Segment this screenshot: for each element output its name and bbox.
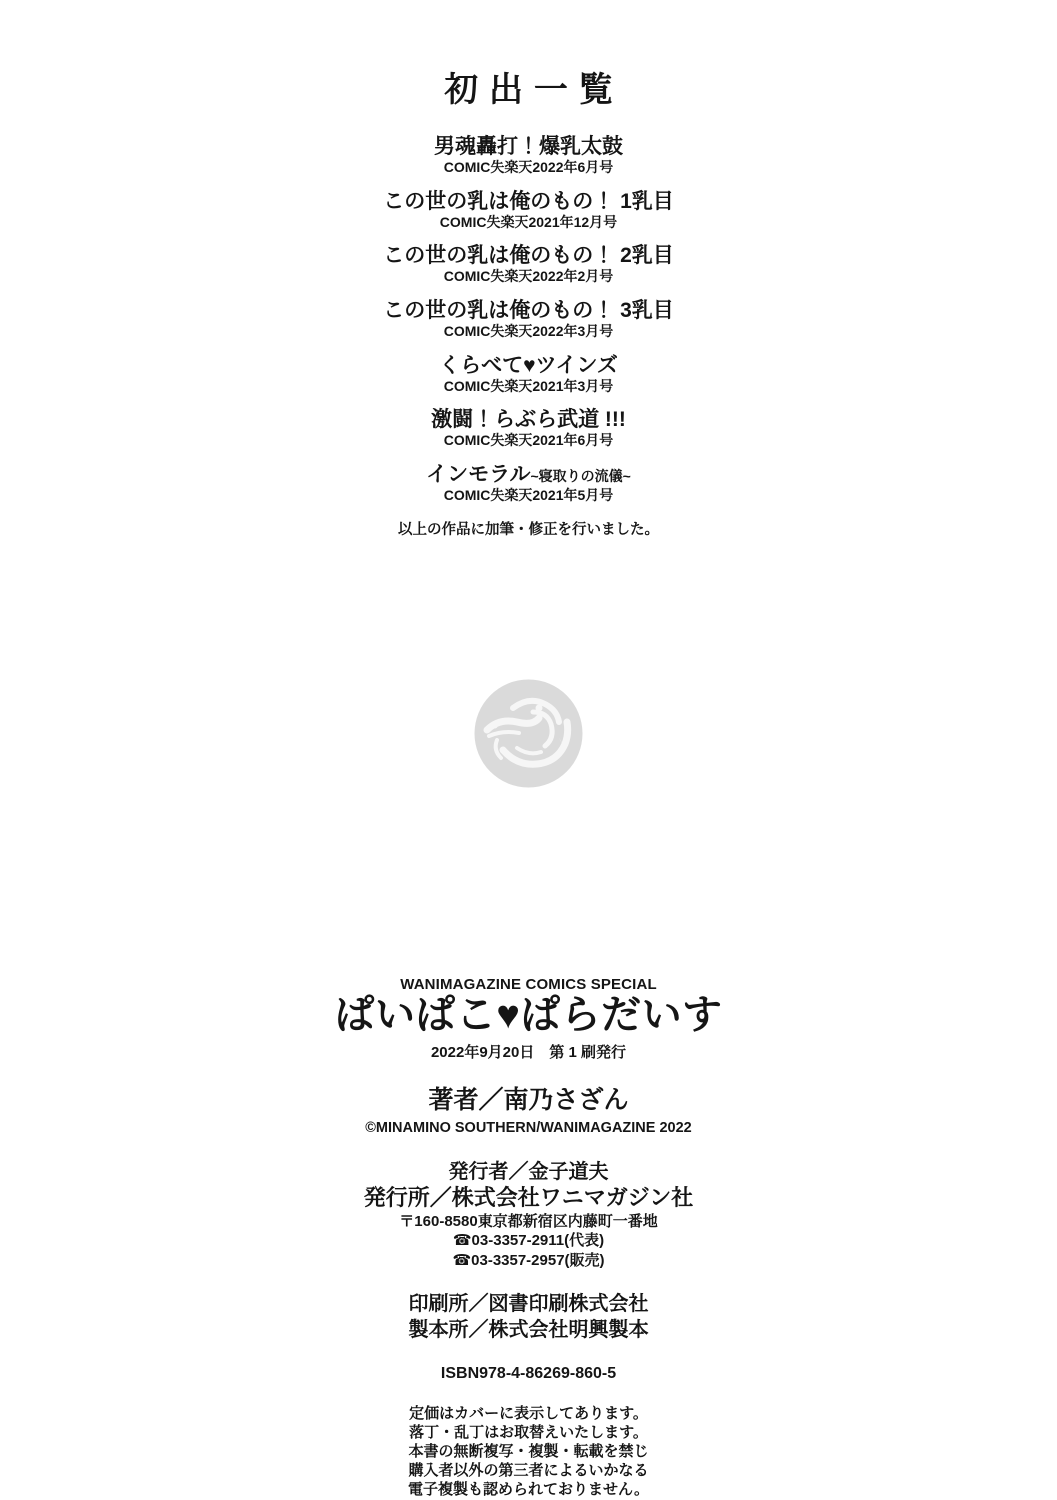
author-credit: 著者／南乃さざん bbox=[428, 1086, 629, 1114]
magazine-issue: COMIC失楽天2021年3月号 bbox=[443, 377, 614, 394]
magazine-issue: COMIC失楽天2022年6月号 bbox=[443, 159, 614, 176]
magazine-issue: COMIC失楽天2022年2月号 bbox=[443, 268, 614, 285]
magazine-issue: COMIC失楽天2022年3月号 bbox=[443, 323, 614, 340]
work-title: くらべて♥ツインズ bbox=[439, 353, 618, 377]
notice-line: 購入者以外の第三者によるいかなる bbox=[408, 1462, 649, 1480]
wanimagazine-crocodile-logo-icon bbox=[473, 678, 584, 789]
publication-entry bbox=[0, 299, 1057, 341]
publication-entry bbox=[0, 135, 1057, 177]
work-title: この世の乳は俺のもの！ 3乳目 bbox=[383, 298, 674, 322]
magazine-issue: COMIC失楽天2021年6月号 bbox=[443, 432, 614, 449]
work-title: この世の乳は俺のもの！ 1乳目 bbox=[383, 189, 674, 213]
publisher-address: 〒160-8580東京都新宿区内藤町一番地 bbox=[399, 1212, 658, 1230]
notice-line: 電子複製も認められておりません。 bbox=[408, 1481, 649, 1499]
work-title-suffix: ~寝取りの流儀~ bbox=[530, 467, 631, 484]
imprint-label: WANIMAGAZINE COMICS SPECIAL bbox=[400, 976, 657, 993]
work-title: インモラル~寝取りの流儀~ bbox=[426, 462, 631, 486]
notice-line: 落丁・乱丁はお取替えいたします。 bbox=[409, 1424, 648, 1442]
notice-line: 本書の無断複写・複製・転載を禁じ bbox=[408, 1443, 649, 1461]
magazine-issue: COMIC失楽天2021年5月号 bbox=[443, 486, 614, 503]
telephone-main: ☎03-3357-2911(代表) bbox=[452, 1232, 605, 1250]
book-title: ぱいぱこ♥ぱらだいす bbox=[334, 993, 723, 1037]
work-title: 男魂轟打！爆乳太鼓 bbox=[434, 135, 623, 158]
notice-line: 定価はカバーに表示してあります。 bbox=[409, 1405, 648, 1423]
first-publication-heading: 初出一覧 bbox=[444, 71, 624, 109]
publication-entry bbox=[0, 244, 1057, 286]
binder-credit: 製本所／株式会社明興製本 bbox=[408, 1319, 649, 1342]
edition-date: 2022年9月20日 第 1 刷発行 bbox=[430, 1044, 627, 1061]
isbn-number: ISBN978-4-86269-860-5 bbox=[440, 1365, 617, 1383]
publication-entry bbox=[0, 463, 1057, 505]
legal-notices bbox=[0, 1404, 1057, 1499]
copyright-notice: ©MINAMINO SOUTHERN/WANIMAGAZINE 2022 bbox=[365, 1119, 692, 1136]
work-title: この世の乳は俺のもの！ 2乳目 bbox=[383, 244, 674, 268]
telephone-sales: ☎03-3357-2957(販売) bbox=[452, 1251, 605, 1269]
colophon-block bbox=[0, 976, 1057, 1499]
first-publication-list bbox=[0, 62, 1057, 554]
printer-credit: 印刷所／図書印刷株式会社 bbox=[408, 1293, 649, 1316]
publisher-company: 発行所／株式会社ワニマガジン社 bbox=[363, 1184, 694, 1210]
publisher-person: 発行者／金子道夫 bbox=[448, 1160, 609, 1183]
revision-note: 以上の作品に加筆・修正を行いました。 bbox=[398, 522, 659, 539]
publication-entry bbox=[0, 354, 1057, 396]
publication-entry bbox=[0, 408, 1057, 450]
magazine-issue: COMIC失楽天2021年12月号 bbox=[439, 213, 618, 230]
work-title: 激闘！らぶら武道 !!! bbox=[431, 408, 626, 432]
publication-entry bbox=[0, 190, 1057, 232]
